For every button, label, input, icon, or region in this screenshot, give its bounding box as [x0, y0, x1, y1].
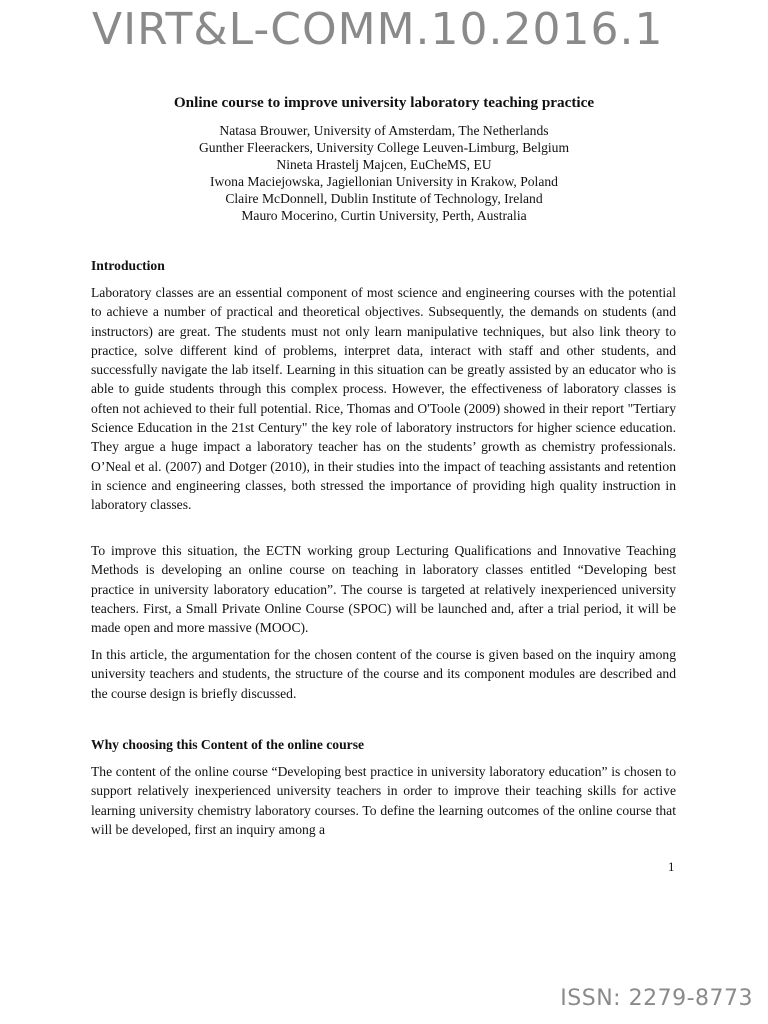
introduction-paragraph: To improve this situation, the ECTN working group Lecturing Qualifications and Innovative Teaching Methods is developing an online course on teaching in laboratory classes entitled “Developing best practice in university laboratory education”. The course is targeted at relatively inexperienced university teachers. First, a Small Private Online Course (SPOC) will be launched and, after a trial period, it will be made open and more massive (MOOC). — [91, 543, 676, 636]
why-content-heading: Why choosing this Content of the online course — [91, 737, 365, 752]
page-number: 1 — [668, 859, 675, 874]
document-code-header: VIRT&L-COMM.10.2016.1 — [92, 4, 664, 55]
introduction-paragraph: In this article, the argumentation for the chosen content of the course is given based on the inquiry among university teachers and students, the structure of the course and its component modules are described and the course design is briefly discussed. — [91, 647, 676, 701]
introduction-paragraph: Laboratory classes are an essential component of most science and engineering courses with the potential to achieve a number of practical and theoretical objectives. Subsequently, the demands on students (and instructors) are great. The students must not only learn manipulative techniques, but also link theory to practice, solve different kind of problems, interpret data, interact with staff and other students, and successfully navigate the lab itself. Learning in this situation can be greatly assisted by an educator who is able to guide students through this complex process. However, the effectiveness of laboratory classes is often not achieved to their full potential. Rice, Thomas and O'Toole (2009) showed in their report "Tertiary Science Education in the 21st Century" the key role of laboratory instructors for higher science education. They argue a huge impact a laboratory teacher has on the students’ growth as chemistry professionals. O’Neal et al. (2007) and Dotger (2010), in their studies into the impact of teaching assistants and retention in science and engineering classes, both stressed the importance of providing high quality instruction in laboratory classes. — [91, 285, 676, 513]
author-line: Natasa Brouwer, University of Amsterdam, The Netherlands — [219, 123, 549, 138]
author-list — [0, 122, 768, 224]
author-line: Iwona Maciejowska, Jagiellonian University in Krakow, Poland — [210, 174, 558, 189]
author-line: Nineta Hrastelj Majcen, EuCheMS, EU — [276, 157, 492, 172]
author-line: Claire McDonnell, Dublin Institute of Technology, Ireland — [225, 191, 543, 206]
paper-title: Online course to improve university laboratory teaching practice — [173, 94, 595, 111]
author-line: Mauro Mocerino, Curtin University, Perth, Australia — [241, 208, 527, 223]
introduction-heading: Introduction — [91, 258, 165, 273]
issn-label: ISSN: 2279-8773 — [560, 986, 753, 1011]
why-content-paragraph: The content of the online course “Developing best practice in university laboratory education” is chosen to support relatively inexperienced university teachers in order to improve their teaching skills for active learning university chemistry laboratory courses. To define the learning outcomes of the online course that will be developed, first an inquiry among a — [91, 764, 676, 837]
author-line: Gunther Fleerackers, University College Leuven-Limburg, Belgium — [198, 140, 570, 155]
